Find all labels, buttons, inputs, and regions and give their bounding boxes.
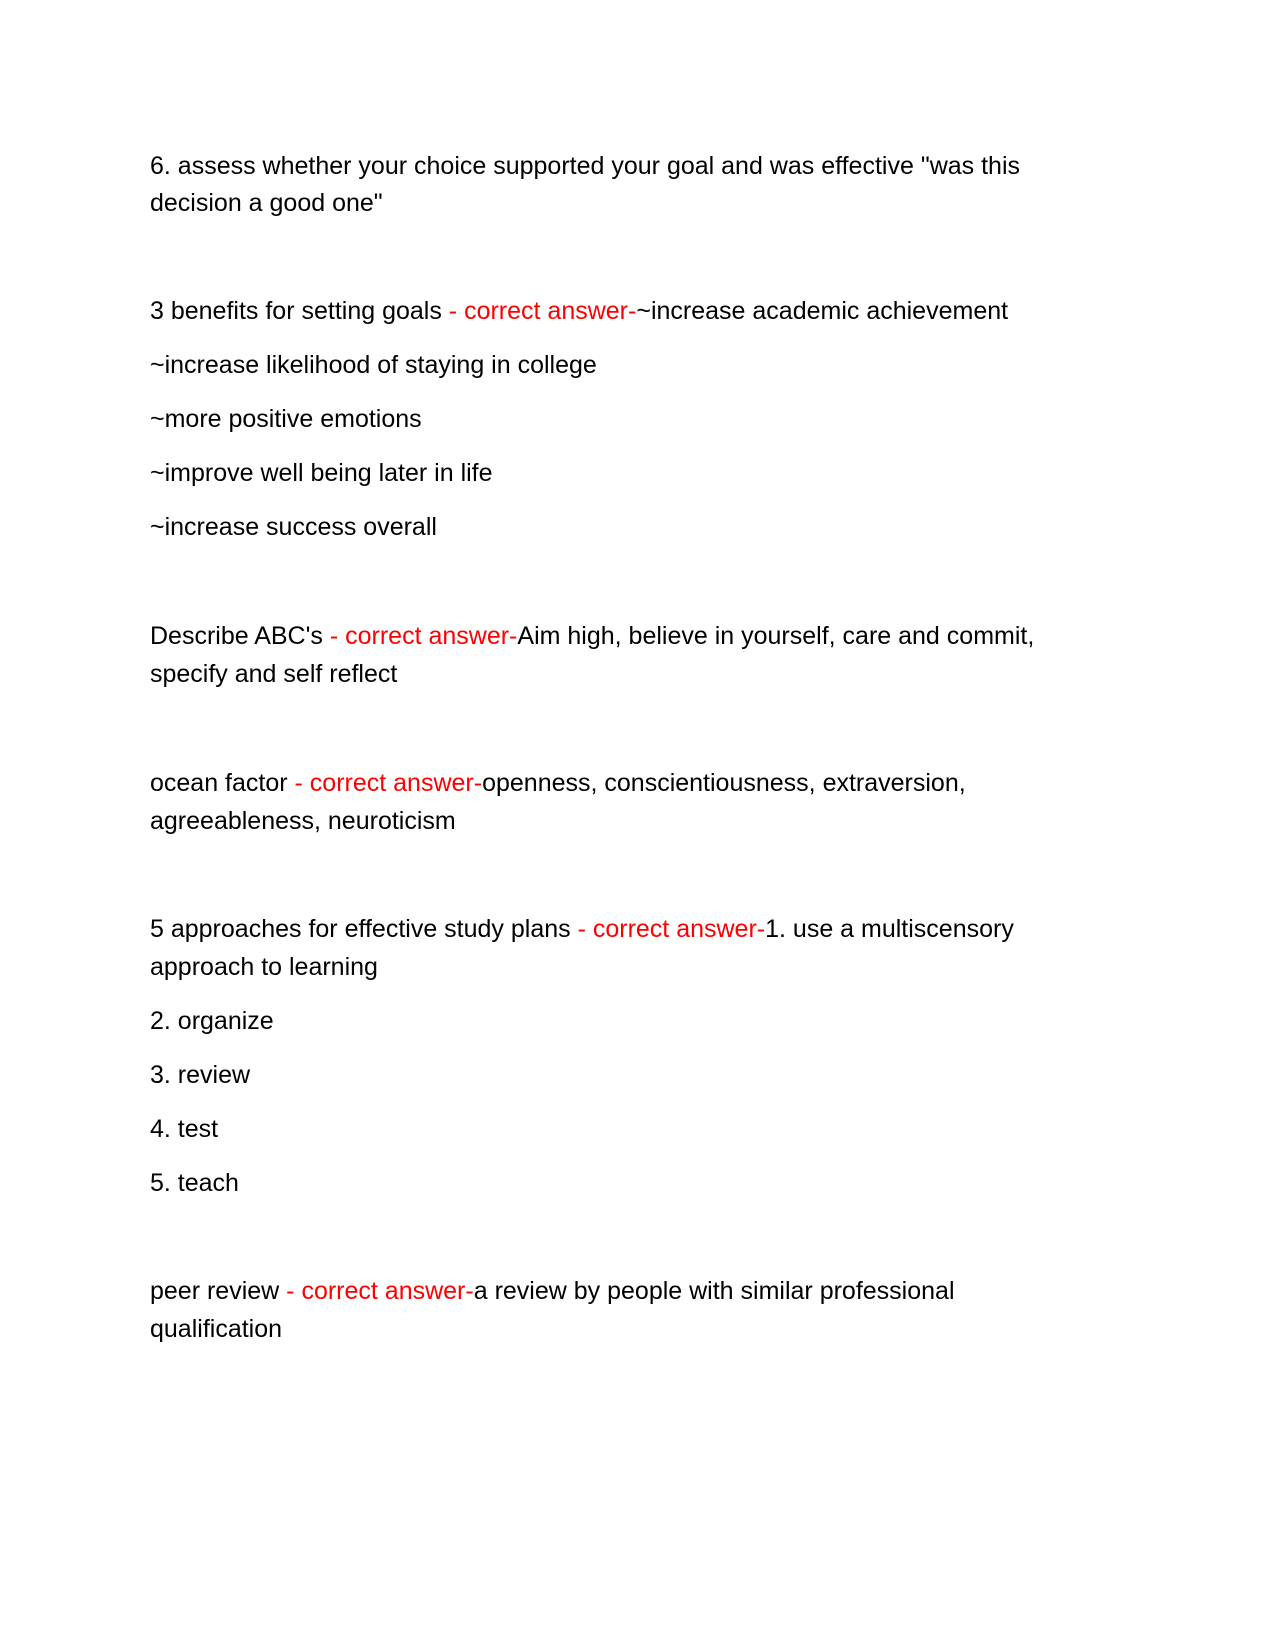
goals-benefits-item: ~increase likelihood of staying in college [150,351,597,379]
correct-answer-marker: - correct answer- [294,769,483,797]
study-plans-line-2: approach to learning [150,953,378,981]
study-plans-item: 4. test [150,1115,219,1143]
goals-benefits-answer: ~increase academic achievement [636,297,1009,325]
abcs-question: Describe ABC's [150,622,330,650]
goals-benefits-item: ~more positive emotions [150,405,422,433]
decision-step-line-1: 6. assess whether your choice supported your goal and was effective "was this [150,152,1020,180]
peer-review-answer: a review by people with similar professional [473,1277,955,1305]
peer-review-line-1 [150,1276,1110,1306]
ocean-line-1 [150,768,1110,798]
ocean-answer: openness, conscientiousness, extraversion, [482,769,966,797]
goals-benefits-item: ~improve well being later in life [150,459,493,487]
study-plans-question: 5 approaches for effective study plans [150,915,578,943]
correct-answer-marker: - correct answer- [448,297,637,325]
goals-benefits-question: 3 benefits for setting goals [150,297,449,325]
correct-answer-marker: - correct answer- [286,1277,474,1305]
goals-benefits-line [150,296,1110,326]
abcs-line-1 [150,621,1110,651]
ocean-question: ocean factor [150,769,295,797]
ocean-line-2: agreeableness, neuroticism [150,807,456,835]
goals-benefits-item: ~increase success overall [150,513,437,541]
correct-answer-marker: - correct answer- [577,915,766,943]
abcs-line-2: specify and self reflect [150,660,398,688]
correct-answer-marker: - correct answer- [329,622,518,650]
study-plans-line-1 [150,914,1110,944]
study-plans-answer: 1. use a multiscensory [765,915,1014,943]
study-plans-item: 5. teach [150,1169,239,1197]
peer-review-line-2: qualification [150,1315,283,1343]
study-plans-item: 3. review [150,1061,251,1089]
abcs-answer: Aim high, believe in yourself, care and commit, [517,622,1035,650]
study-plans-item: 2. organize [150,1007,274,1035]
peer-review-question: peer review [150,1277,287,1305]
decision-step-line-2: decision a good one" [150,189,383,217]
